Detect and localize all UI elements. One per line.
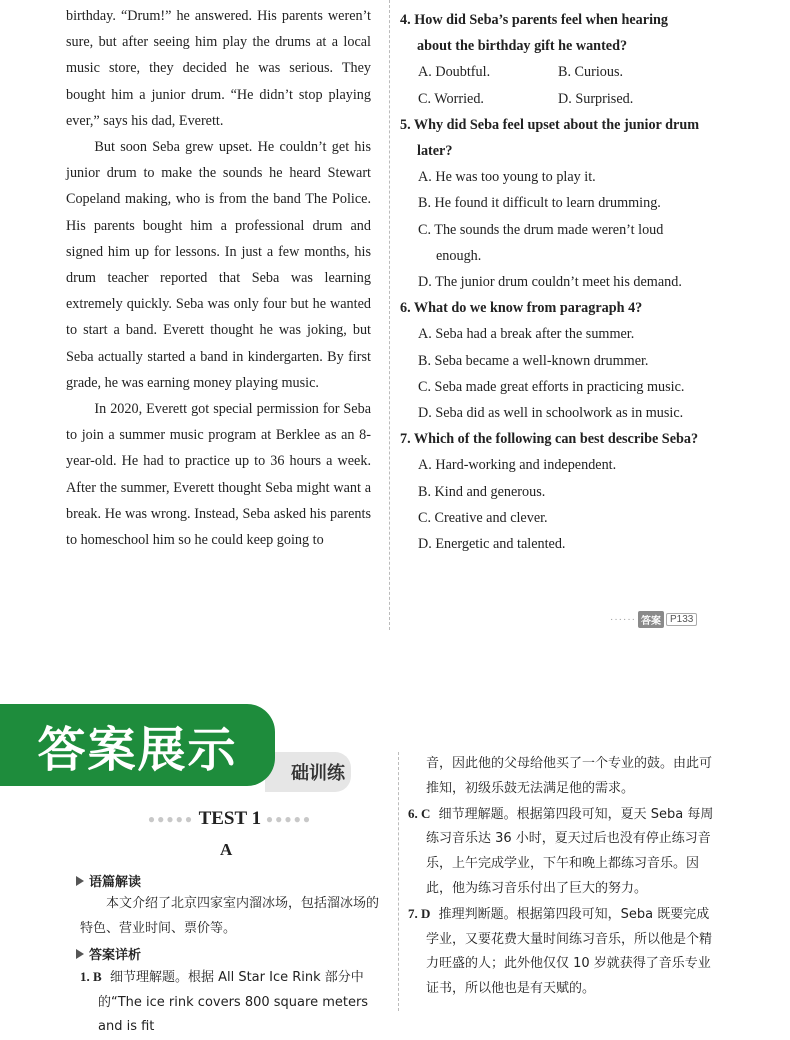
answer-badge: 答案 [638,611,664,628]
passage-paragraph-3-end: birthday. “Drum!” he answered. His parents weren’t sure, but after seeing him play the drums at a local music store, they decided he was serious. They bought him a junior drum. “He didn’t stop playing ever,” says his dad, Everett. [66,8,371,129]
option-a[interactable]: A. He was too young to play it. [418,169,596,186]
answer-right-column [408,752,722,1002]
answer-5-continued: 音，因此他的父母给他买了一个专业的鼓。由此可推知，初级乐鼓无法满足他的需求。 [426,756,713,796]
leader-dots: ······ [610,614,636,625]
passage-column [66,3,371,553]
option-c[interactable]: C. The sounds the drum made weren’t loud enough. [418,221,664,264]
reading-summary: 本文介绍了北京四家室内溜冰场，包括溜冰场的特色、营业时间、票价等。 [80,896,380,936]
question-stem: 6. What do we know from paragraph 4? [400,300,643,317]
option-c[interactable]: C. Creative and clever. [418,509,548,526]
option-b[interactable]: B. Seba became a well-known drummer. [418,352,649,369]
title-dots-left: ●●●●● [147,812,195,827]
passage-paragraph-4: But soon Seba grew upset. He couldn’t get his junior drum to make the sounds he heard Stewart Copeland making, who is from the band The Police. His parents bought him a professional drum and signed him up for lessons. In just a few months, his drum teacher reported that Seba was learning extremely quickly. Seba was only four but he wanted to start a band. Everett thought he was joking, but Seba actually started a band in kindergarten. By first grade, he was earning money playing music. [66,139,371,391]
reading-heading [76,871,141,890]
option-b[interactable]: B. Kind and generous. [418,483,546,500]
option-row [400,59,706,85]
passage-paragraph-5: In 2020, Everett got special permission for Seba to join a summer music program at Berklee as an 8-year-old. He had to practice up to 36 hours a week. After the summer, Everett thought Seba might want a break. He was wrong. Instead, Seba asked his parents to homeschool him so he could keep going to [66,401,371,549]
answer-page-number: P133 [666,613,697,626]
details-heading [76,944,141,963]
answer-number: 6. C [408,805,431,821]
triangle-bullet-icon [76,876,84,886]
question-5 [400,112,706,295]
option-row [400,86,706,112]
question-6 [400,295,706,426]
question-stem: 7. Which of the following can best describe Seba? [400,431,699,448]
option-b[interactable]: B. He found it difficult to learn drumming. [418,195,661,212]
lower-column-divider [398,752,399,1011]
option-d[interactable]: D. Surprised. [558,90,634,107]
option-c[interactable]: C. Seba made great efforts in practicing music. [418,378,685,395]
question-stem: 5. Why did Seba feel upset about the junior drum later? [400,116,700,160]
option-d[interactable]: D. The junior drum couldn’t meet his demand. [418,274,682,291]
answer-banner [0,704,275,786]
test-title-text: TEST 1 [198,808,262,829]
question-stem: 4. How did Seba’s parents feel when hearing about the birthday gift he wanted? [400,12,669,55]
banner-title: 答案展示 [37,721,238,778]
answer-6 [408,802,722,902]
option-d[interactable]: D. Seba did as well in schoolwork as in music. [418,405,684,422]
answer-left-column [80,892,388,1040]
option-a[interactable]: A. Hard-working and independent. [418,457,617,474]
answer-number: 1. B [80,969,102,984]
questions-column [400,7,706,557]
option-d[interactable]: D. Energetic and talented. [418,536,566,553]
option-c[interactable]: C. Worried. [418,90,484,107]
reading-heading-label: 语篇解读 [89,875,142,890]
details-heading-label: 答案详析 [89,948,142,963]
answer-7 [408,902,722,1002]
triangle-bullet-icon [76,949,84,959]
question-4 [400,7,706,112]
section-heading: 础训练 [265,752,351,792]
column-divider [389,0,390,630]
option-a[interactable]: A. Seba had a break after the summer. [418,326,635,343]
answer-1 [80,965,388,1040]
question-7 [400,426,706,557]
answer-explanation: 细节理解题。根据 All Star Ice Rink 部分中的“The ice rink covers 800 square meters and is fit [98,970,369,1034]
option-a[interactable]: A. Doubtful. [418,64,491,81]
test-title [130,808,330,830]
title-dots-right: ●●●●● [265,812,313,827]
answer-explanation: 细节理解题。根据第四段可知，夏天 Seba 每周练习音乐达 36 小时，夏天过后也没有停止练习音乐，上午完成学业，下午和晚上都练习音乐。因此，他为练习音乐付出了巨大的努力。 [426,806,714,896]
answer-explanation: 推理判断题。根据第四段可知，Seba 既要完成学业，又要花费大量时间练习音乐，所以他是个精力旺盛的人；此外他仅仅 10 岁就获得了音乐专业证书，所以他也是有天赋的。 [426,906,713,997]
answer-page-reference [610,611,697,628]
answer-number: 7. D [408,905,431,921]
part-label: A [220,840,233,859]
option-b[interactable]: B. Curious. [558,64,624,81]
